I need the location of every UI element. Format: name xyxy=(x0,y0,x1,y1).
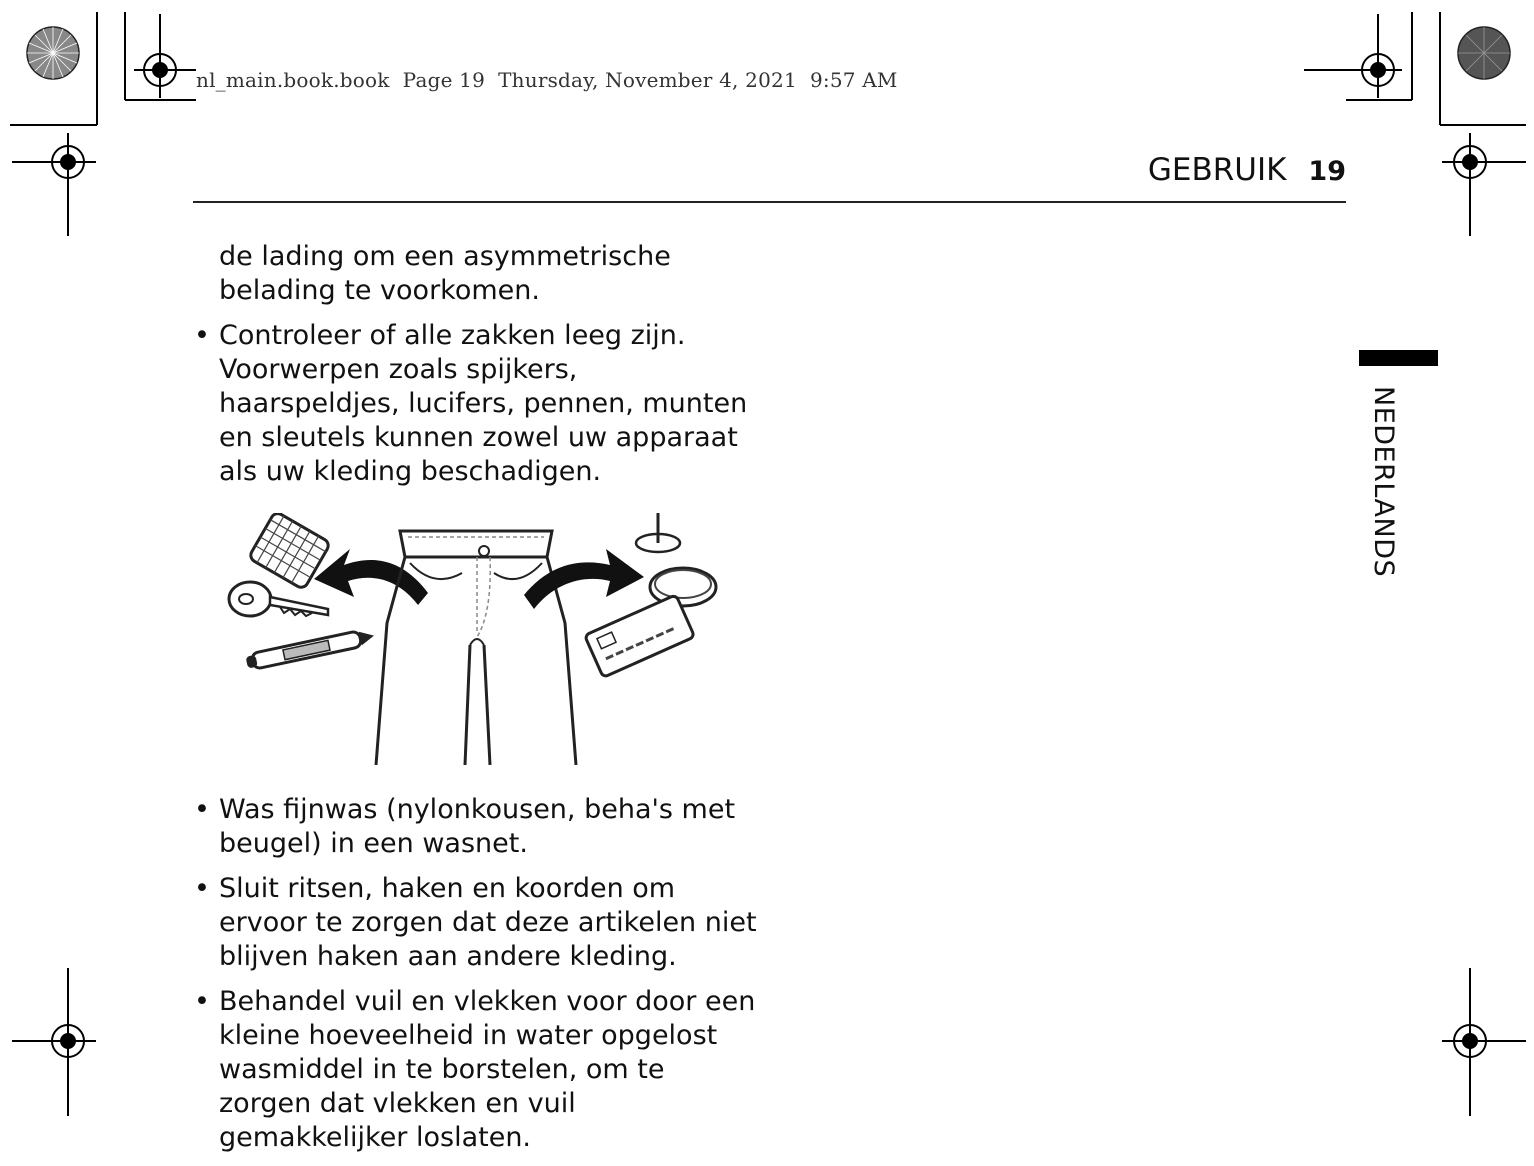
list-item: • Behandel vuil en vlekken voor door een kleine hoeveelheid in water opgelost wasmiddel in te borstelen, om te zorgen dat vlekken en vuil gemakkelijker loslaten. xyxy=(192,985,762,1155)
section-title: GEBRUIK xyxy=(1147,152,1287,188)
main-content xyxy=(192,240,762,1166)
language-side-tab: NEDERLANDS xyxy=(1368,386,1399,578)
key-icon xyxy=(229,582,328,616)
intro-continuation: de lading om een asymmetrische belading te voorkomen. xyxy=(219,241,671,306)
header-rule xyxy=(193,201,1346,203)
pin-icon xyxy=(636,513,680,552)
bullet-list-bottom xyxy=(192,793,762,1155)
list-item: • Controleer of alle zakken leeg zijn. Voorwerpen zoals spijkers, haarspeldjes, lucifers, pennen, munten en sleutels kunnen zowel uw apparaat als uw kleding beschadigen. xyxy=(192,319,762,489)
print-slug-line: nl_main.book.book Page 19 Thursday, November 4, 2021 9:57 AM xyxy=(196,68,898,92)
bullet-list-top xyxy=(192,319,762,489)
jeans-icon xyxy=(376,531,576,765)
registration-sunburst-right xyxy=(1458,27,1510,79)
pen-icon xyxy=(245,628,375,671)
page-number: 19 xyxy=(1308,156,1346,187)
registration-sunburst-left xyxy=(27,27,79,79)
empty-pockets-illustration xyxy=(222,513,722,765)
side-tab-bar xyxy=(1359,350,1438,366)
list-item: • Was fijnwas (nylonkousen, beha's met beugel) in een wasnet. xyxy=(192,793,762,861)
running-head xyxy=(1148,152,1346,188)
list-item: • Sluit ritsen, haken en koorden om ervoor te zorgen dat deze artikelen niet blijven haken aan andere kleding. xyxy=(192,872,762,974)
card-icon xyxy=(585,595,695,678)
